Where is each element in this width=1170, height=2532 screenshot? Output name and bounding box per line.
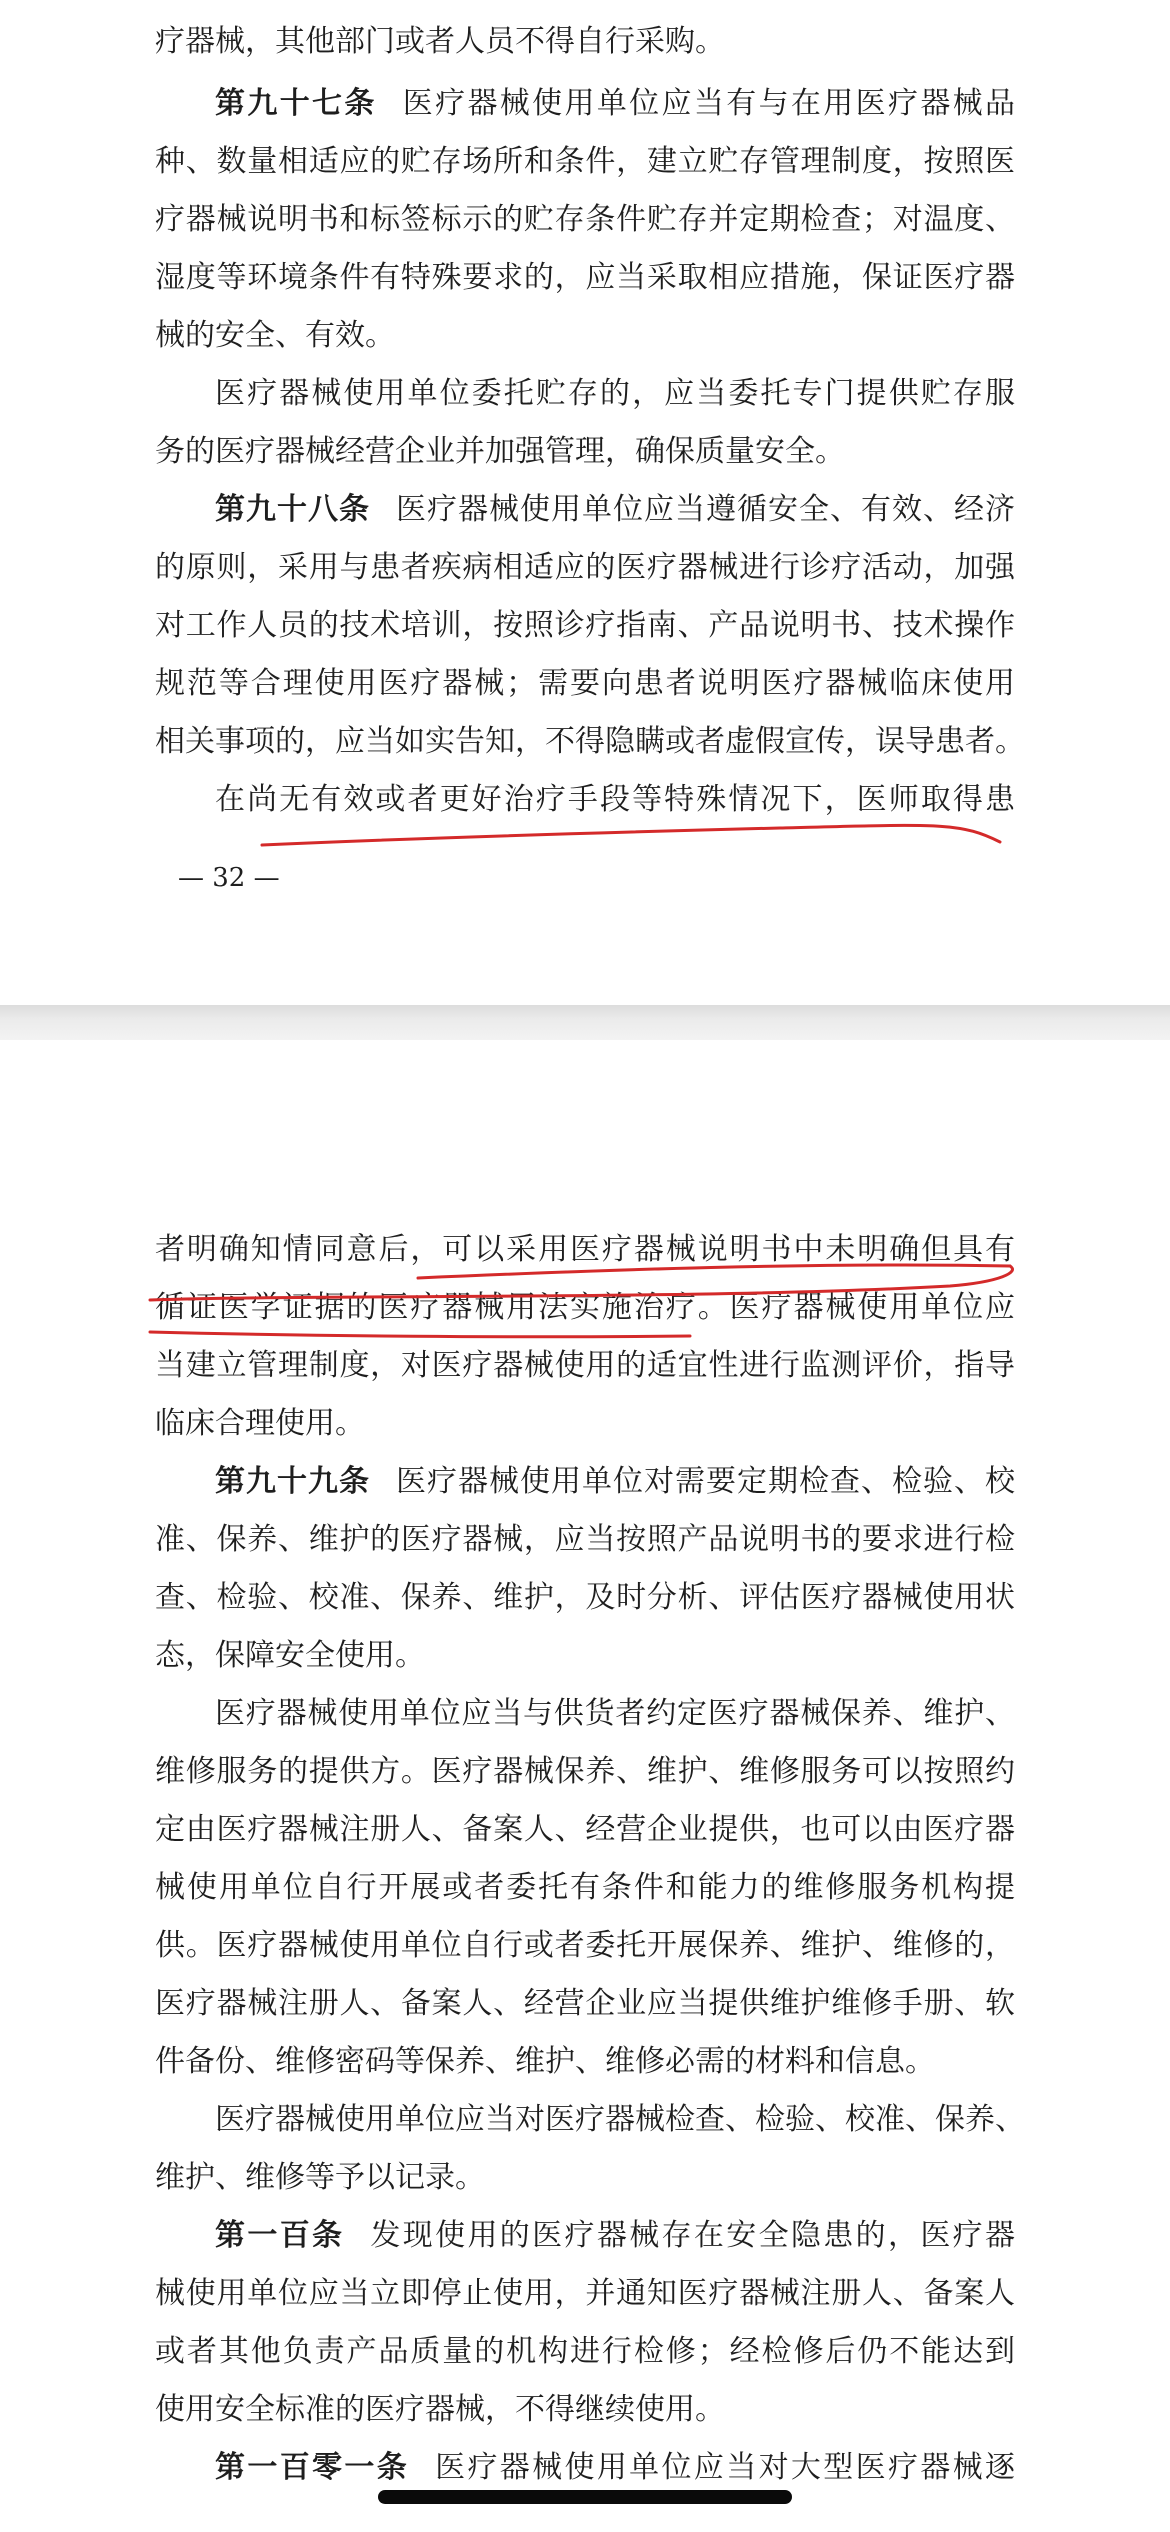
body-line: 械使用单位自行开展或者委托有条件和能力的维修服务机构提 <box>155 1870 1015 1905</box>
body-line: 医疗器械使用单位应当与供货者约定医疗器械保养、维护、 <box>215 1696 1015 1731</box>
body-line: 维修服务的提供方。医疗器械保养、维护、维修服务可以按照约 <box>155 1754 1015 1789</box>
body-line: 械的安全、有效。 <box>155 318 395 353</box>
document-page-32 <box>0 0 1170 1005</box>
article-101-label: 第一百零一条 <box>215 2450 410 2485</box>
article-99-heading-line <box>215 1462 1015 1502</box>
body-line: 使用安全标准的医疗器械，不得继续使用。 <box>155 2392 725 2427</box>
body-text: 医疗器械使用单位对需要定期检查、检验、校 <box>396 1464 1015 1499</box>
body-line: 态，保障安全使用。 <box>155 1638 425 1673</box>
body-line: 规范等合理使用医疗器械；需要向患者说明医疗器械临床使用 <box>155 666 1015 701</box>
body-line: 当建立管理制度，对医疗器械使用的适宜性进行监测评价，指导 <box>155 1348 1015 1383</box>
body-line: 或者其他负责产品质量的机构进行检修；经检修后仍不能达到 <box>155 2334 1015 2369</box>
body-line: 湿度等环境条件有特殊要求的，应当采取相应措施，保证医疗器 <box>155 260 1015 295</box>
home-indicator[interactable] <box>378 2490 792 2504</box>
article-98-label: 第九十八条 <box>215 492 370 527</box>
page-number: — 32 — <box>178 863 280 893</box>
body-line: 种、数量相适应的贮存场所和条件，建立贮存管理制度，按照医 <box>155 144 1015 179</box>
body-line: 医疗器械注册人、备案人、经营企业应当提供维护维修手册、软 <box>155 1986 1015 2021</box>
article-98-heading-line <box>215 490 1015 530</box>
body-line: 医疗器械使用单位委托贮存的，应当委托专门提供贮存服 <box>215 376 1015 411</box>
body-line: 件备份、维修密码等保养、维护、维修必需的材料和信息。 <box>155 2044 935 2079</box>
document-page-33 <box>0 1040 1170 2532</box>
body-line: 在尚无有效或者更好治疗手段等特殊情况下，医师取得患 <box>215 782 1015 817</box>
body-line: 循证医学证据的医疗器械用法实施治疗。医疗器械使用单位应 <box>155 1290 1015 1325</box>
body-line: 临床合理使用。 <box>155 1406 365 1441</box>
body-line: 械使用单位应当立即停止使用，并通知医疗器械注册人、备案人 <box>155 2276 1015 2311</box>
body-line: 维护、维修等予以记录。 <box>155 2160 485 2195</box>
body-line: 者明确知情同意后，可以采用医疗器械说明书中未明确但具有 <box>155 1232 1015 1267</box>
body-text: 医疗器械使用单位应当对大型医疗器械逐 <box>435 2450 1016 2485</box>
body-line: 相关事项的，应当如实告知，不得隐瞒或者虚假宣传，误导患者。 <box>155 724 1025 759</box>
body-line: 医疗器械使用单位应当对医疗器械检查、检验、校准、保养、 <box>215 2102 1025 2137</box>
body-text: 发现使用的医疗器械存在安全隐患的，医疗器 <box>370 2218 1016 2253</box>
article-99-label: 第九十九条 <box>215 1464 370 1499</box>
body-text: 医疗器械使用单位应当遵循安全、有效、经济 <box>396 492 1015 527</box>
body-line: 对工作人员的技术培训，按照诊疗指南、产品说明书、技术操作 <box>155 608 1015 643</box>
body-line: 疗器械说明书和标签标示的贮存条件贮存并定期检查；对温度、 <box>155 202 1015 237</box>
body-text: 医疗器械使用单位应当有与在用医疗器械品 <box>402 86 1016 121</box>
article-101-heading-line <box>215 2448 1015 2488</box>
body-line: 务的医疗器械经营企业并加强管理，确保质量安全。 <box>155 434 845 469</box>
body-line: 定由医疗器械注册人、备案人、经营企业提供，也可以由医疗器 <box>155 1812 1015 1847</box>
body-line: 的原则，采用与患者疾病相适应的医疗器械进行诊疗活动，加强 <box>155 550 1015 585</box>
article-97-heading-line <box>215 84 1015 124</box>
body-line: 查、检验、校准、保养、维护，及时分析、评估医疗器械使用状 <box>155 1580 1015 1615</box>
body-line: 疗器械，其他部门或者人员不得自行采购。 <box>155 24 725 59</box>
article-97-label: 第九十七条 <box>215 86 377 121</box>
article-100-heading-line <box>215 2216 1015 2256</box>
body-line: 准、保养、维护的医疗器械，应当按照产品说明书的要求进行检 <box>155 1522 1015 1557</box>
page-separator <box>0 1005 1170 1040</box>
body-line: 供。医疗器械使用单位自行或者委托开展保养、维护、维修的， <box>155 1928 1015 1963</box>
article-100-label: 第一百条 <box>215 2218 345 2253</box>
